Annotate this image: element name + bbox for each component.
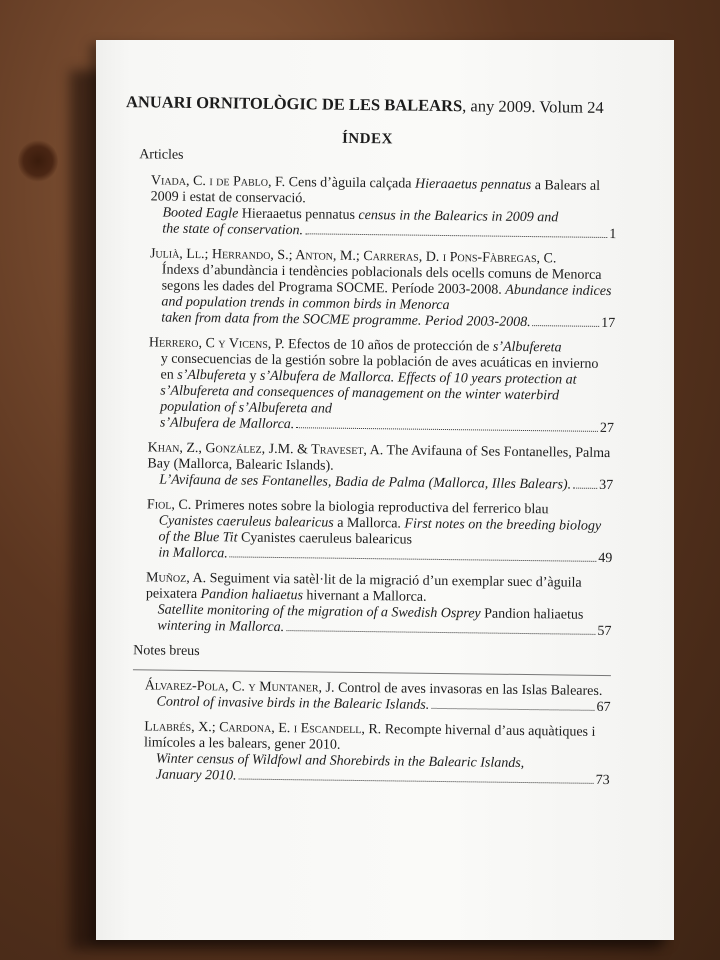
entry-authors: Herrero, C y Vicens, P. — [148, 335, 285, 353]
entry-english-1: First notes on the breeding biology of the Blue Tit — [158, 516, 602, 546]
index-entry — [116, 173, 617, 243]
entry-english-last: wintering in Mallorca. — [157, 618, 285, 636]
entry-english-last: January 2010. — [155, 767, 237, 784]
index-content — [109, 92, 618, 798]
journal-title: ANUARI ORNITOLÒGIC DE LES BALEARS — [125, 92, 463, 116]
entry-english-species: Hieraaetus pennatus — [241, 206, 356, 223]
index-entry — [114, 335, 615, 437]
wood-knot — [18, 140, 58, 182]
entry-page: 27 — [599, 420, 615, 437]
entry-page: 17 — [601, 315, 616, 332]
entry-authors: Fiol, C. — [146, 497, 192, 513]
entry-species: Pandion haliaetus — [200, 587, 304, 604]
entry-title: Primeres notes sobre la biologia reproductiva del ferrerico blau — [194, 497, 549, 518]
leader-dots — [533, 325, 600, 327]
leader-dots — [239, 779, 594, 784]
entry-english-1: Booted Eagle — [162, 205, 239, 222]
entry-title-rest: hivernant a Mallorca. — [306, 588, 427, 605]
entry-title-rest: a Mallorca. — [337, 515, 402, 532]
entry-page: 1 — [609, 227, 617, 243]
entry-english-last: Control of invasive birds in the Balearic Islands. — [156, 694, 430, 713]
entry-title: Cens d’àguila calçada — [288, 175, 412, 192]
entry-title: Índexs d’abundància i tendències poblacionals dels ocells comuns de Menorca segons les dades del Programa SOCME. Període 2003-2008. — [161, 262, 602, 298]
entry-authors: Viada, C. i de Pablo, F. — [150, 173, 286, 191]
entry-english-2: census in the Balearics in 2009 and — [358, 207, 559, 226]
entry-english-last: taken from data from the SOCME programme. Period 2003-2008. — [161, 310, 531, 331]
entry-title: Seguiment via satèl·lit de la migració d’un exemplar suec d’àguila peixatera — [145, 571, 582, 603]
index-entry — [112, 497, 613, 567]
section-notes: Notes breus — [133, 643, 200, 660]
leader-dots — [573, 488, 597, 489]
index-entry — [115, 246, 616, 332]
entry-species: Hieraaetus pennatus — [414, 176, 532, 194]
entry-title: Recompte hivernal d’aus aquàtiques i limícoles a les balears, gener 2010. — [143, 722, 596, 753]
section-articles: Articles — [139, 147, 184, 163]
entry-title-rest: y consecuencias de la gestión sobre la población de aves acuáticas en invierno en — [160, 351, 599, 383]
entry-title: Efectos de 10 años de protección de — [287, 337, 490, 355]
entry-authors: Khan, Z., González, J.M. & Traveset, A. — [147, 440, 384, 459]
entry-authors: Álvarez-Pola, C. y Muntaner, J. — [144, 678, 335, 696]
entry-english-last: s’Albufera de Mallorca. — [159, 415, 295, 433]
leader-dots — [431, 708, 594, 711]
entry-place: s’Albufereta — [177, 367, 247, 384]
journal-volume: , any 2009. Volum 24 — [462, 96, 604, 117]
entry-english-species: Pandion haliaetus — [484, 606, 584, 623]
section-divider — [133, 669, 611, 676]
index-entry — [110, 719, 611, 789]
index-entry — [113, 440, 614, 494]
entry-authors: Julià, Ll.; Herrando, S.; Anton, M.; Carreras, D. i Pons-Fàbregas, C. — [149, 246, 557, 267]
leader-dots — [230, 556, 597, 561]
entry-page: 67 — [596, 699, 611, 716]
entry-page: 57 — [597, 623, 612, 640]
entry-english-last: in Mallorca. — [158, 545, 228, 562]
index-entry — [111, 570, 612, 640]
entry-authors: Llabrés, X.; Cardona, E. i Escandell, R. — [144, 719, 382, 738]
entry-english-1: Satellite monitoring of the migration of a Swedish Osprey — [157, 602, 481, 622]
entry-english-last: the state of conservation. — [162, 221, 304, 239]
entry-page: 73 — [595, 772, 610, 789]
entry-place: s’Albufereta — [492, 339, 562, 356]
leader-dots — [286, 630, 595, 635]
entry-english-1: Winter census of Wildfowl and Shorebirds in the Balearic Islands, — [155, 751, 525, 772]
index-entry — [110, 678, 610, 716]
leader-dots — [296, 427, 598, 432]
entry-authors: Muñoz, A. — [145, 570, 207, 587]
entry-english-species: Cyanistes caeruleus balearicus — [240, 530, 413, 548]
entry-page: 49 — [598, 550, 613, 567]
entry-title: The Avifauna of Ses Fontanelles, Palma Bay (Mallorca, Balearic Islands). — [147, 443, 611, 474]
index-title: ÍNDEX — [341, 130, 393, 148]
entry-place: s’Albufera de Mallorca. — [259, 368, 395, 386]
entry-english-1: Effects of 10 years protection at s’Albufereta and consequences of management on the winter waterbird population of s’Albufereta and — [160, 370, 577, 417]
entry-species: Cyanistes caeruleus balearicus — [158, 513, 334, 531]
entry-english-last: L’Avifauna de ses Fontanelles, Badia de Palma (Mallorca, Illes Balears). — [159, 472, 572, 493]
entry-title-rest: a Balears al 2009 i estat de conservació. — [150, 178, 601, 207]
entry-title-mid: y — [249, 368, 257, 384]
entry-title: Control de aves invasoras en las Islas Baleares. — [337, 680, 603, 699]
leader-dots — [305, 233, 607, 238]
entry-page: 37 — [599, 477, 614, 494]
entry-english-1: Abundance indices and population trends in common birds in Menorca — [161, 282, 612, 314]
